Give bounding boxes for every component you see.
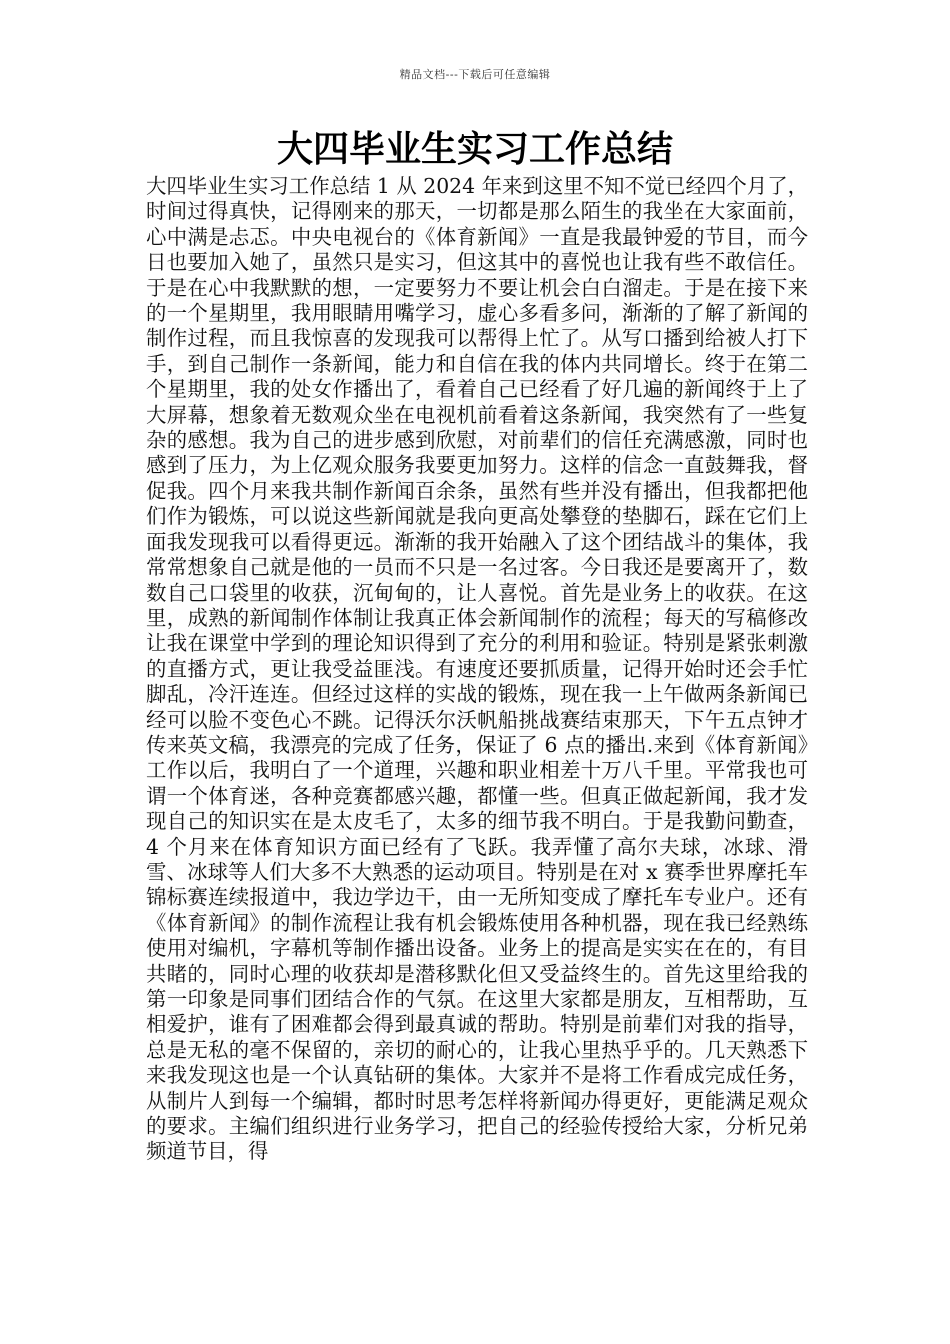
document-title: 大四毕业生实习工作总结	[276, 129, 673, 170]
document-body: 大四毕业生实习工作总结 1 从 2024 年来到这里不知不觉已经四个月了，时间过得真快，记得刚来的那天，一切都是那么陌生的我坐在大家面前，心中满是忐忑。中央电视台的《体育新闻》一直是我最钟爱的节目，而今日也要加入她了，虽然只是实习，但这其中的喜悦也让我有些不敢信任。于是在心中我默默的想，一定要努力不要让机会白白溜走。于是在接下来的一个星期里，我用眼睛用嘴学习，虚心多看多问，渐渐的了解了新闻的制作过程，而且我惊喜的发现我可以帮得上忙了。从写口播到给被人打下手，到自己制作一条新闻，能力和自信在我的体内共同增长。终于在第二个星期里，我的处女作播出了，看着自己已经看了好几遍的新闻终于上了大屏幕，想象着无数观众坐在电视机前看着这条新闻，我突然有了一些复杂的感想。我为自己的进步感到欣慰，对前辈们的信任充满感激，同时也感到了压力，为上亿观众服务我要更加努力。这样的信念一直鼓舞我，督促我。四个月来我共制作新闻百余条，虽然有些并没有播出，但我都把他们作为锻炼，可以说这些新闻就是我向更高处攀登的垫脚石，踩在它们上面我发现我可以看得更远。渐渐的我开始融入了这个团结战斗的集体，我常常想象自己就是他的一员而不只是一名过客。今日我还是要离开了，数数自己口袋里的收获，沉甸甸的，让人喜悦。首先是业务上的收获。在这里，成熟的新闻制作体制让我真正体会新闻制作的流程；每天的写稿修改让我在课堂中学到的理论知识得到了充分的利用和验证。特别是紧张刺激的直播方式，更让我受益匪浅。有速度还要抓质量，记得开始时还会手忙脚乱，冷汗连连。但经过这样的实战的锻炼，现在我一上午做两条新闻已经可以脸不变色心不跳。记得沃尔沃帆船挑战赛结束那天，下午五点钟才传来英文稿，我漂亮的完成了任务，保证了 6 点的播出.来到《体育新闻》工作以后，我明白了一个道理，兴趣和职业相差十万八千里。平常我也可谓一个体育迷，各种竞赛都感兴趣，都懂一些。但真正做起新闻，我才发现自己的知识实在是太皮毛了，太多的细节我不明白。于是我勤问勤查， 4 个月来在体育知识方面已经有了飞跃。我弄懂了高尔夫球，冰球、滑雪、冰球等人们大多不大熟悉的运动项目。特别是在对 x 赛季世界摩托车锦标赛连续报道中，我边学边干，由一无所知变成了摩托车专业户。还有《体育新闻》的制作流程让我有机会锻炼使用各种机器，现在我已经熟练使用对编机，字幕机等制作播出设备。业务上的提高是实实在在的，有目共睹的，同时心理的收获却是潜移默化但又受益终生的。首先这里给我的第一印象是同事们团结合作的气氛。在这里大家都是朋友，互相帮助，互相爱护，谁有了困难都会得到最真诚的帮助。特别是前辈们对我的指导，总是无私的毫不保留的，亲切的耐心的，让我心里热乎乎的。几天熟悉下来我发现这也是一个认真钻研的集体。大家并不是将工作看成完成任务，从制片人到每一个编辑，都时时思考怎样将新闻办得更好，更能满足观众的要求。主编们组织进行业务学习，把自己的经验传授给大家，分析兄弟频道节目，得	[146, 174, 808, 1164]
header-note: 精品文档---下载后可任意编辑	[399, 68, 551, 81]
